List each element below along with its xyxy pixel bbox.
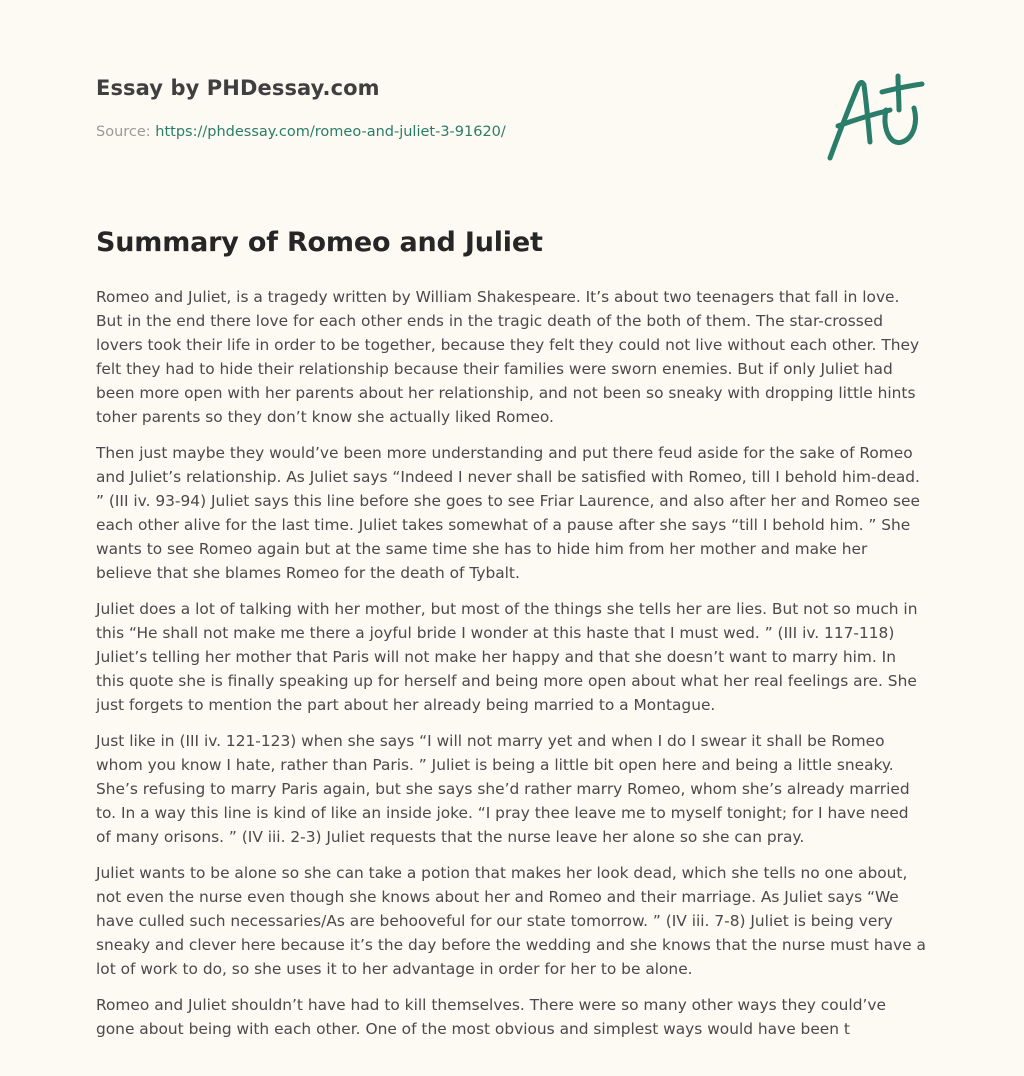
essay-paragraph: Juliet does a lot of talking with her mother, but most of the things she tells her are lies. But not so much in this “He shall not make me there a joyful bride I wonder at this haste that I must wed. ” (III iv. 117-118) Juliet’s telling her mother that Paris will not make her happy and that she doesn’t want to marry him. In this quote she is finally speaking up for herself and being more open about what her real feelings are. She just forgets to mention the part about her already being married to a Montague. (96, 600, 918, 714)
essay-title: Summary of Romeo and Juliet (96, 227, 543, 258)
site-brand-title: Essay by PHDessay.com (96, 76, 380, 100)
essay-paragraph: Romeo and Juliet, is a tragedy written by William Shakespeare. It’s about two teenagers that fall in love. But in the end there love for each other ends in the tragic death of the both of them. The star-crossed lovers took their life in order to be together, because they felt they could not live without each other. They felt they had to hide their relationship because their families were sworn enemies. But if only Juliet had been more open with her parents about her relationship, and not been so sneaky with dropping little hints toher parents so they don’t know she actually liked Romeo. (96, 288, 920, 426)
a-plus-grade-icon (824, 70, 928, 164)
source-link[interactable]: https://phdessay.com/romeo-and-juliet-3-91620/ (155, 124, 506, 140)
essay-body (96, 285, 928, 1053)
essay-paragraph: Romeo and Juliet shouldn’t have had to kill themselves. There were so many other ways they could’ve gone about being with each other. One of the most obvious and simplest ways would have been t (96, 996, 886, 1038)
essay-paragraph: Just like in (III iv. 121-123) when she says “I will not marry yet and when I do I swear it shall be Romeo whom you know I hate, rather than Paris. ” Juliet is being a little bit open here and being a little sneaky. She’s refusing to marry Paris again, but she says she’d rather marry Romeo, whom she’s already married to. In a way this line is kind of like an inside joke. “I pray thee leave me to myself tonight; for I have need of many orisons. ” (IV iii. 2-3) Juliet requests that the nurse leave her alone so she can pray. (96, 732, 910, 846)
source-label: Source: (96, 124, 151, 140)
essay-paragraph: Then just maybe they would’ve been more understanding and put there feud aside for the sake of Romeo and Juliet’s relationship. As Juliet says “Indeed I never shall be satisfied with Romeo, till I behold him-dead. ” (III iv. 93-94) Juliet says this line before she goes to see Friar Laurence, and also after her and Romeo see each other alive for the last time. Juliet takes somewhat of a pause after she says “till I behold him. ” She wants to see Romeo again but at the same time she has to hide him from her mother and make her believe that she blames Romeo for the death of Tybalt. (96, 444, 920, 582)
essay-paragraph: Juliet wants to be alone so she can take a potion that makes her look dead, which she tells no one about, not even the nurse even though she knows about her and Romeo and their marriage. As Juliet says “We have culled such necessaries/As are behooveful for our state tomorrow. ” (IV iii. 7-8) Juliet is being very sneaky and clever here because it’s the day before the wedding and she knows that the nurse must have a lot of work to do, so she uses it to her advantage in order for her to be alone. (96, 864, 926, 978)
source-line (96, 124, 506, 140)
